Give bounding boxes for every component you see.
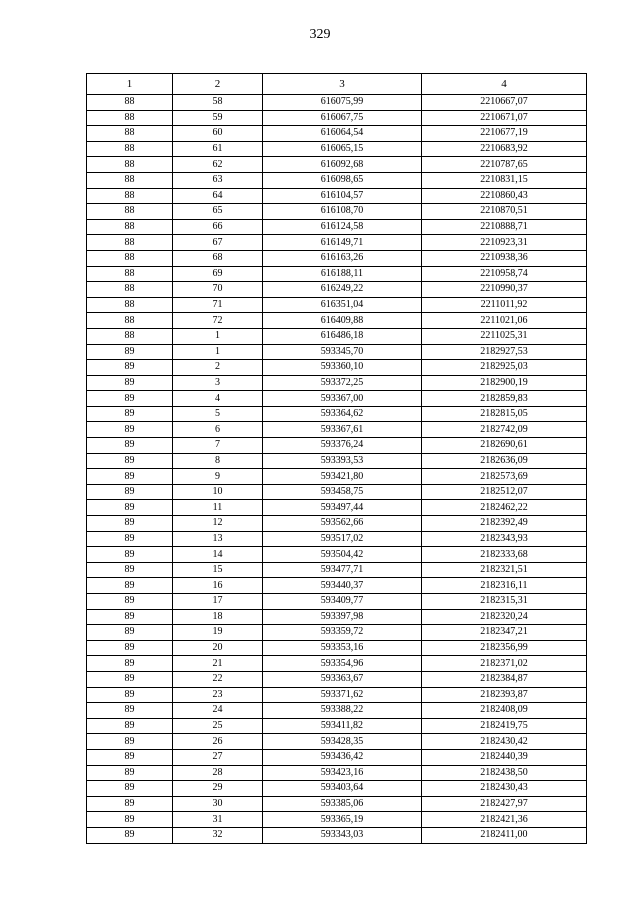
table-cell-col-4: 2182440,39 [422, 749, 587, 765]
table-cell-col-2: 27 [173, 749, 263, 765]
table-cell-col-4: 2182900,19 [422, 375, 587, 391]
table-cell-col-4: 2210683,92 [422, 141, 587, 157]
table-cell-col-1: 89 [87, 500, 173, 516]
table-cell-col-2: 14 [173, 547, 263, 563]
table-cell-col-2: 20 [173, 640, 263, 656]
table-cell-col-1: 89 [87, 438, 173, 454]
table-cell-col-2: 13 [173, 531, 263, 547]
table-cell-col-1: 89 [87, 375, 173, 391]
table-cell-col-2: 25 [173, 718, 263, 734]
table-cell-col-3: 593440,37 [263, 578, 422, 594]
table-row [87, 282, 587, 298]
table-cell-col-4: 2210787,65 [422, 157, 587, 173]
table-cell-col-3: 593376,24 [263, 438, 422, 454]
table-cell-col-3: 593409,77 [263, 594, 422, 610]
table-cell-col-3: 593397,98 [263, 609, 422, 625]
table-row [87, 188, 587, 204]
table-cell-col-3: 593367,61 [263, 422, 422, 438]
table-row [87, 204, 587, 220]
table-row [87, 328, 587, 344]
table-row [87, 469, 587, 485]
table-row [87, 500, 587, 516]
table-row [87, 609, 587, 625]
table-cell-col-1: 89 [87, 453, 173, 469]
table-cell-col-1: 88 [87, 204, 173, 220]
table-cell-col-4: 2210990,37 [422, 282, 587, 298]
table-cell-col-1: 89 [87, 360, 173, 376]
table-cell-col-2: 26 [173, 734, 263, 750]
table-cell-col-1: 89 [87, 594, 173, 610]
table-cell-col-3: 616067,75 [263, 110, 422, 126]
table-cell-col-2: 31 [173, 812, 263, 828]
table-row [87, 250, 587, 266]
table-cell-col-2: 59 [173, 110, 263, 126]
table-cell-col-1: 89 [87, 703, 173, 719]
table-cell-col-1: 88 [87, 188, 173, 204]
table-cell-col-2: 30 [173, 796, 263, 812]
table-cell-col-2: 4 [173, 391, 263, 407]
table-cell-col-2: 16 [173, 578, 263, 594]
table-row [87, 547, 587, 563]
table-cell-col-1: 88 [87, 328, 173, 344]
table-cell-col-4: 2182392,49 [422, 516, 587, 532]
table-cell-col-1: 89 [87, 625, 173, 641]
table-cell-col-3: 593411,82 [263, 718, 422, 734]
table-cell-col-3: 616075,99 [263, 95, 422, 111]
table-cell-col-1: 89 [87, 391, 173, 407]
table-row [87, 765, 587, 781]
table-row [87, 266, 587, 282]
table-cell-col-2: 23 [173, 687, 263, 703]
table-cell-col-4: 2182925,03 [422, 360, 587, 376]
table-cell-col-1: 89 [87, 484, 173, 500]
table-cell-col-4: 2182742,09 [422, 422, 587, 438]
table-cell-col-1: 88 [87, 172, 173, 188]
table-cell-col-2: 2 [173, 360, 263, 376]
table-cell-col-1: 89 [87, 562, 173, 578]
table-cell-col-1: 89 [87, 422, 173, 438]
table-cell-col-2: 21 [173, 656, 263, 672]
table-cell-col-4: 2182430,42 [422, 734, 587, 750]
table-cell-col-4: 2182438,50 [422, 765, 587, 781]
table-cell-col-4: 2182343,93 [422, 531, 587, 547]
table-cell-col-1: 89 [87, 406, 173, 422]
table-cell-col-4: 2182927,53 [422, 344, 587, 360]
table-cell-col-4: 2210938,36 [422, 250, 587, 266]
table-row [87, 718, 587, 734]
table-row [87, 110, 587, 126]
table-cell-col-2: 5 [173, 406, 263, 422]
table-row [87, 812, 587, 828]
table-cell-col-2: 24 [173, 703, 263, 719]
table-row [87, 687, 587, 703]
table-cell-col-2: 6 [173, 422, 263, 438]
table-cell-col-2: 70 [173, 282, 263, 298]
table-cell-col-2: 15 [173, 562, 263, 578]
table-row [87, 360, 587, 376]
table-cell-col-4: 2182333,68 [422, 547, 587, 563]
table-cell-col-2: 10 [173, 484, 263, 500]
table-row [87, 656, 587, 672]
table-cell-col-2: 8 [173, 453, 263, 469]
table-cell-col-3: 593359,72 [263, 625, 422, 641]
table-row [87, 562, 587, 578]
table-row [87, 578, 587, 594]
table-cell-col-4: 2210923,31 [422, 235, 587, 251]
table-cell-col-2: 63 [173, 172, 263, 188]
table-cell-col-1: 89 [87, 671, 173, 687]
table-header-row [87, 74, 587, 95]
table-cell-col-4: 2182316,11 [422, 578, 587, 594]
table-cell-col-1: 89 [87, 531, 173, 547]
table-cell-col-2: 72 [173, 313, 263, 329]
column-header-3: 3 [263, 74, 422, 95]
table-row [87, 157, 587, 173]
table-row [87, 827, 587, 843]
table-cell-col-3: 593372,25 [263, 375, 422, 391]
table-cell-col-3: 593345,70 [263, 344, 422, 360]
table-cell-col-3: 593363,67 [263, 671, 422, 687]
table-cell-col-4: 2182347,21 [422, 625, 587, 641]
table-cell-col-1: 89 [87, 578, 173, 594]
column-header-4: 4 [422, 74, 587, 95]
table-cell-col-4: 2182419,75 [422, 718, 587, 734]
table-cell-col-1: 89 [87, 812, 173, 828]
table-row [87, 484, 587, 500]
table-row [87, 671, 587, 687]
table-cell-col-3: 593343,03 [263, 827, 422, 843]
table-cell-col-2: 17 [173, 594, 263, 610]
table-row [87, 235, 587, 251]
table-cell-col-3: 616188,11 [263, 266, 422, 282]
table-cell-col-3: 593388,22 [263, 703, 422, 719]
table-cell-col-1: 88 [87, 95, 173, 111]
table-cell-col-4: 2182512,07 [422, 484, 587, 500]
table-cell-col-3: 616124,58 [263, 219, 422, 235]
table-cell-col-4: 2210888,71 [422, 219, 587, 235]
table-cell-col-3: 616249,22 [263, 282, 422, 298]
table-cell-col-2: 62 [173, 157, 263, 173]
table-row [87, 297, 587, 313]
table-cell-col-3: 593364,62 [263, 406, 422, 422]
table-cell-col-1: 89 [87, 765, 173, 781]
table-row [87, 375, 587, 391]
table-cell-col-4: 2211025,31 [422, 328, 587, 344]
table-row [87, 749, 587, 765]
table-cell-col-3: 616149,71 [263, 235, 422, 251]
table-cell-col-4: 2210860,43 [422, 188, 587, 204]
table-cell-col-2: 12 [173, 516, 263, 532]
table-cell-col-3: 593477,71 [263, 562, 422, 578]
table-cell-col-4: 2182636,09 [422, 453, 587, 469]
table-cell-col-1: 88 [87, 250, 173, 266]
table-cell-col-4: 2182411,00 [422, 827, 587, 843]
table-cell-col-1: 88 [87, 282, 173, 298]
table-cell-col-4: 2182384,87 [422, 671, 587, 687]
table-cell-col-1: 89 [87, 718, 173, 734]
table-cell-col-3: 593423,16 [263, 765, 422, 781]
table-cell-col-2: 60 [173, 126, 263, 142]
table-row [87, 796, 587, 812]
table-cell-col-1: 89 [87, 344, 173, 360]
table-cell-col-3: 616092,68 [263, 157, 422, 173]
table-cell-col-3: 616065,15 [263, 141, 422, 157]
table-cell-col-1: 89 [87, 734, 173, 750]
table-cell-col-4: 2182321,51 [422, 562, 587, 578]
table-cell-col-3: 616486,18 [263, 328, 422, 344]
table-cell-col-3: 593393,53 [263, 453, 422, 469]
table-row [87, 703, 587, 719]
table-cell-col-1: 89 [87, 469, 173, 485]
page-number: 329 [309, 27, 331, 42]
column-header-2: 2 [173, 74, 263, 95]
table-cell-col-2: 61 [173, 141, 263, 157]
table-row [87, 625, 587, 641]
table-cell-col-4: 2210677,19 [422, 126, 587, 142]
table-cell-col-3: 616104,57 [263, 188, 422, 204]
table-cell-col-4: 2182320,24 [422, 609, 587, 625]
table-cell-col-3: 593371,62 [263, 687, 422, 703]
table-cell-col-1: 88 [87, 157, 173, 173]
table-cell-col-4: 2182430,43 [422, 781, 587, 797]
column-header-1: 1 [87, 74, 173, 95]
table-cell-col-2: 28 [173, 765, 263, 781]
table-cell-col-2: 7 [173, 438, 263, 454]
table-row [87, 781, 587, 797]
table-cell-col-4: 2210671,07 [422, 110, 587, 126]
table-cell-col-1: 88 [87, 110, 173, 126]
table-cell-col-2: 9 [173, 469, 263, 485]
coordinates-table [86, 73, 587, 844]
table-cell-col-4: 2182427,97 [422, 796, 587, 812]
table-cell-col-3: 593354,96 [263, 656, 422, 672]
table-cell-col-3: 593517,02 [263, 531, 422, 547]
table-cell-col-3: 593436,42 [263, 749, 422, 765]
table-cell-col-1: 88 [87, 126, 173, 142]
table-cell-col-4: 2210667,07 [422, 95, 587, 111]
table-row [87, 640, 587, 656]
table-cell-col-1: 89 [87, 516, 173, 532]
table-cell-col-4: 2182462,22 [422, 500, 587, 516]
table-cell-col-1: 89 [87, 687, 173, 703]
table-cell-col-2: 32 [173, 827, 263, 843]
table-cell-col-3: 593458,75 [263, 484, 422, 500]
table-cell-col-2: 66 [173, 219, 263, 235]
table-cell-col-4: 2182356,99 [422, 640, 587, 656]
table-cell-col-4: 2182573,69 [422, 469, 587, 485]
table-row [87, 453, 587, 469]
table-cell-col-4: 2182371,02 [422, 656, 587, 672]
table-row [87, 734, 587, 750]
table-cell-col-4: 2182859,83 [422, 391, 587, 407]
table-cell-col-2: 67 [173, 235, 263, 251]
table-cell-col-1: 88 [87, 219, 173, 235]
table-cell-col-4: 2182421,36 [422, 812, 587, 828]
table-row [87, 141, 587, 157]
table-cell-col-1: 88 [87, 313, 173, 329]
table-cell-col-2: 3 [173, 375, 263, 391]
table-row [87, 126, 587, 142]
table-cell-col-3: 616351,04 [263, 297, 422, 313]
table-cell-col-2: 22 [173, 671, 263, 687]
table-cell-col-3: 616409,88 [263, 313, 422, 329]
table-cell-col-3: 616108,70 [263, 204, 422, 220]
table-cell-col-1: 88 [87, 235, 173, 251]
table-cell-col-1: 88 [87, 266, 173, 282]
table-cell-col-1: 89 [87, 640, 173, 656]
table-cell-col-3: 593497,44 [263, 500, 422, 516]
table-cell-col-1: 89 [87, 547, 173, 563]
table-cell-col-3: 593353,16 [263, 640, 422, 656]
table-row [87, 391, 587, 407]
table-cell-col-2: 69 [173, 266, 263, 282]
table-cell-col-2: 29 [173, 781, 263, 797]
table-cell-col-4: 2182408,09 [422, 703, 587, 719]
table-cell-col-2: 1 [173, 344, 263, 360]
table-cell-col-1: 88 [87, 141, 173, 157]
table-cell-col-4: 2211021,06 [422, 313, 587, 329]
table-row [87, 344, 587, 360]
table-cell-col-1: 89 [87, 656, 173, 672]
table-cell-col-2: 1 [173, 328, 263, 344]
table-row [87, 313, 587, 329]
table-cell-col-2: 11 [173, 500, 263, 516]
table-row [87, 438, 587, 454]
table-cell-col-1: 89 [87, 781, 173, 797]
table-cell-col-3: 616163,26 [263, 250, 422, 266]
table-cell-col-3: 593385,06 [263, 796, 422, 812]
table-cell-col-4: 2182815,05 [422, 406, 587, 422]
table-cell-col-3: 593421,80 [263, 469, 422, 485]
table-cell-col-3: 593504,42 [263, 547, 422, 563]
table-cell-col-3: 593367,00 [263, 391, 422, 407]
table-cell-col-4: 2211011,92 [422, 297, 587, 313]
table-cell-col-2: 19 [173, 625, 263, 641]
table-cell-col-3: 593428,35 [263, 734, 422, 750]
table-cell-col-2: 58 [173, 95, 263, 111]
table-cell-col-4: 2210958,74 [422, 266, 587, 282]
table-cell-col-4: 2210870,51 [422, 204, 587, 220]
table-cell-col-2: 71 [173, 297, 263, 313]
table-row [87, 516, 587, 532]
table-row [87, 406, 587, 422]
table-cell-col-1: 89 [87, 609, 173, 625]
table-row [87, 95, 587, 111]
table-cell-col-2: 65 [173, 204, 263, 220]
table-row [87, 531, 587, 547]
table-cell-col-4: 2182393,87 [422, 687, 587, 703]
table-cell-col-2: 64 [173, 188, 263, 204]
table-row [87, 422, 587, 438]
table-cell-col-3: 593365,19 [263, 812, 422, 828]
table-row [87, 172, 587, 188]
table-cell-col-2: 18 [173, 609, 263, 625]
table-cell-col-3: 616098,65 [263, 172, 422, 188]
table-body [87, 95, 587, 844]
table-cell-col-4: 2182690,61 [422, 438, 587, 454]
table-cell-col-3: 616064,54 [263, 126, 422, 142]
table-cell-col-1: 89 [87, 827, 173, 843]
table-cell-col-3: 593360,10 [263, 360, 422, 376]
table-row [87, 219, 587, 235]
table-row [87, 594, 587, 610]
table-cell-col-1: 88 [87, 297, 173, 313]
table-cell-col-1: 89 [87, 749, 173, 765]
table-cell-col-1: 89 [87, 796, 173, 812]
table-cell-col-2: 68 [173, 250, 263, 266]
table-cell-col-3: 593403,64 [263, 781, 422, 797]
table-cell-col-4: 2210831,15 [422, 172, 587, 188]
table-cell-col-4: 2182315,31 [422, 594, 587, 610]
table-cell-col-3: 593562,66 [263, 516, 422, 532]
